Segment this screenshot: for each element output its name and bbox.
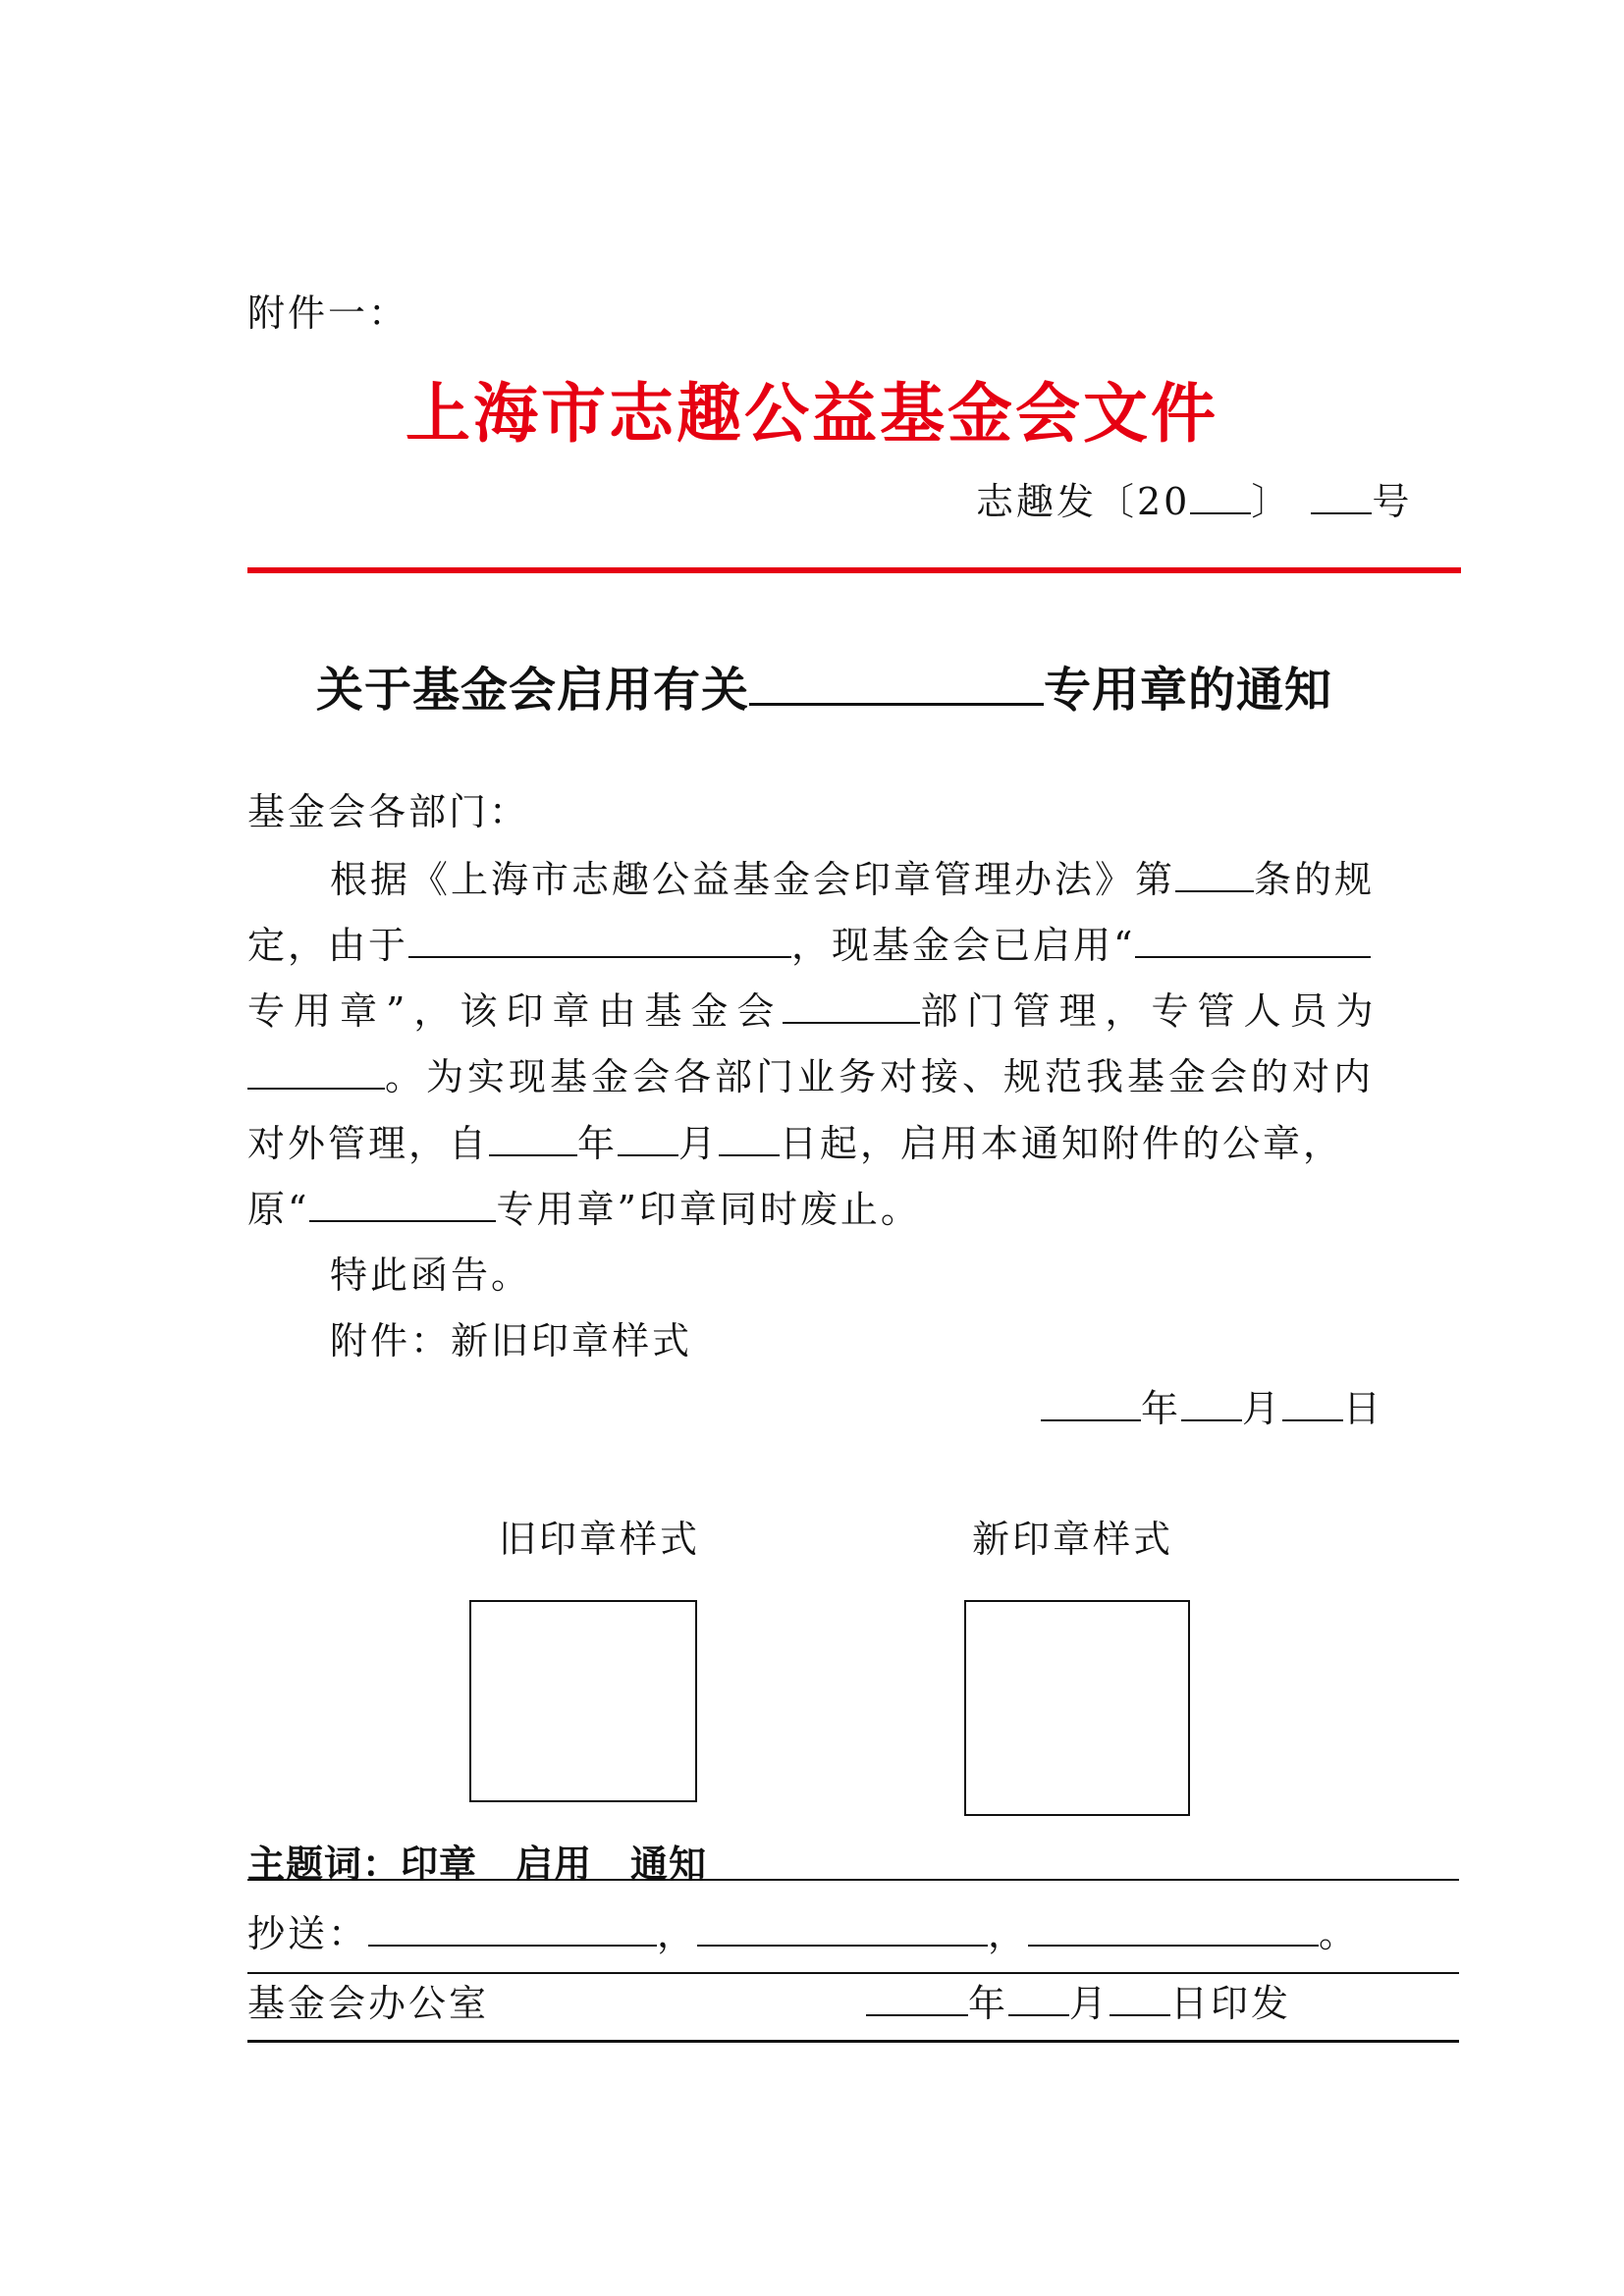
cc-separator: ， [657, 1912, 698, 1955]
custodian-blank[interactable] [247, 1087, 385, 1090]
body-text-segment: 部门管理，专管人员为 [920, 989, 1382, 1033]
cc-line [247, 1912, 1360, 1955]
old-seal-box[interactable] [469, 1600, 697, 1802]
body-text-segment: 条的规 [1254, 858, 1376, 901]
print-day-blank[interactable] [1110, 2013, 1170, 2016]
cc-recipient-1-blank[interactable] [368, 1944, 657, 1947]
keywords-rule [247, 1879, 1459, 1881]
date-year-blank[interactable] [1041, 1418, 1141, 1421]
date-year-label: 年 [1141, 1387, 1182, 1430]
print-year-label: 年 [968, 1982, 1009, 2025]
body-text-segment: 年 [577, 1122, 619, 1165]
body-text-segment: 专用章”，该印章由基金会 [247, 989, 784, 1033]
body-line-5 [247, 1122, 1344, 1165]
notice-title [316, 652, 1332, 720]
cc-terminator: 。 [1319, 1912, 1360, 1955]
red-separator [247, 567, 1461, 573]
start-year-blank[interactable] [489, 1153, 577, 1156]
org-title: 上海市志趣公益基金会文件 [406, 376, 1218, 452]
cc-separator: ， [988, 1912, 1029, 1955]
cc-label: 抄送： [247, 1912, 369, 1955]
department-blank[interactable] [783, 1021, 920, 1024]
body-line-6 [247, 1188, 921, 1231]
doc-number-seq-blank[interactable] [1311, 511, 1372, 514]
print-month-blank[interactable] [1008, 2013, 1069, 2016]
new-seal-box[interactable] [964, 1600, 1190, 1816]
old-seal-label: 旧印章样式 [499, 1518, 701, 1561]
body-line-4 [247, 1055, 1376, 1098]
start-day-blank[interactable] [719, 1153, 780, 1156]
cc-recipient-2-blank[interactable] [697, 1944, 988, 1947]
print-month-label: 月 [1069, 1982, 1110, 2025]
body-text-segment: 日起，启用本通知附件的公章， [780, 1122, 1344, 1165]
start-month-blank[interactable] [618, 1153, 678, 1156]
issuing-office: 基金会办公室 [247, 1982, 490, 2025]
keywords: 主题词：印章 启用 通知 [247, 1842, 708, 1886]
date-day-blank[interactable] [1282, 1418, 1343, 1421]
body-text-segment: ，现基金会已启用“ [791, 924, 1136, 967]
doc-number-year-blank[interactable] [1190, 511, 1251, 514]
new-seal-label: 新印章样式 [972, 1518, 1174, 1561]
print-day-label: 日印发 [1170, 1982, 1292, 2025]
body-text-segment: 根据《上海市志趣公益基金会印章管理办法》第 [330, 858, 1176, 901]
old-seal-name-blank[interactable] [309, 1219, 496, 1222]
date-month-label: 月 [1242, 1387, 1283, 1430]
doc-number-suffix: 号 [1372, 480, 1413, 523]
doc-number [976, 480, 1413, 523]
date-line [1041, 1387, 1384, 1430]
date-month-blank[interactable] [1181, 1418, 1242, 1421]
addressee: 基金会各部门： [247, 790, 530, 833]
notice-title-after: 专用章的通知 [1044, 663, 1333, 718]
date-day-label: 日 [1343, 1387, 1384, 1430]
body-text-segment: 。为实现基金会各部门业务对接、规范我基金会的对内 [385, 1055, 1376, 1098]
print-year-blank[interactable] [866, 2013, 968, 2016]
attachment-list: 附件：新旧印章样式 [330, 1319, 693, 1362]
doc-number-prefix: 志趣发〔20 [976, 480, 1191, 523]
attachment-label: 附件一： [247, 292, 409, 335]
notice-title-before: 关于基金会启用有关 [316, 663, 750, 718]
body-line-3 [247, 989, 1382, 1033]
body-text-segment: 专用章”印章同时废止。 [496, 1188, 921, 1231]
reason-blank[interactable] [408, 955, 791, 958]
cc-rule [247, 1972, 1459, 1974]
print-date [866, 1982, 1292, 2025]
body-text-segment: 原“ [247, 1188, 310, 1231]
body-text-segment: 定，由于 [247, 924, 409, 967]
seal-name-blank[interactable] [1135, 955, 1371, 958]
body-line-1 [330, 858, 1376, 901]
body-text-segment: 对外管理，自 [247, 1122, 490, 1165]
notice-title-blank[interactable] [749, 702, 1044, 706]
body-line-2 [247, 924, 1371, 967]
closing-text: 特此函告。 [330, 1254, 532, 1297]
footer-rule [247, 2040, 1459, 2043]
article-number-blank[interactable] [1175, 889, 1254, 892]
doc-number-mid: 〕 [1251, 480, 1292, 523]
body-text-segment: 月 [678, 1122, 720, 1165]
cc-recipient-3-blank[interactable] [1028, 1944, 1319, 1947]
